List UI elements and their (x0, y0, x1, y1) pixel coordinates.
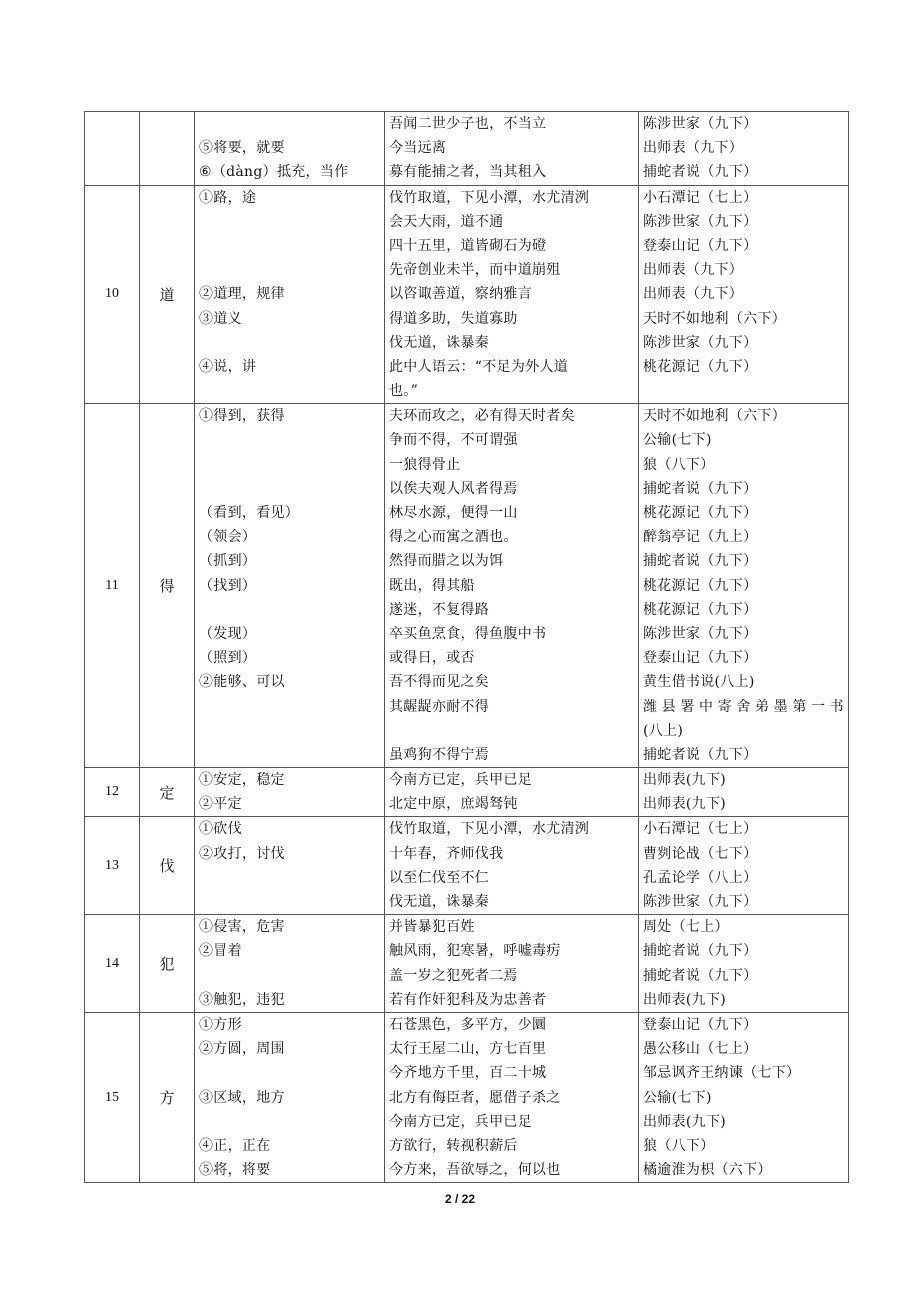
meaning-line: ③触犯，违犯 (199, 991, 285, 1008)
example-line: 盖一岁之犯死者二焉 (389, 967, 518, 984)
example-line: 争而不得，不可谓强 (389, 432, 518, 449)
meaning-line: ⑤将要，就要 (199, 140, 285, 157)
entry-character: 伐 (140, 817, 195, 915)
meaning-line (199, 477, 380, 501)
meaning-line: ②平定 (199, 796, 242, 813)
source-line: 潍县署中寄舍弟墨第一书 (643, 698, 844, 715)
source-line: 出师表(九下) (643, 991, 727, 1008)
meaning-line: ①砍伐 (199, 821, 242, 838)
meaning-line: ④正，正在 (199, 1137, 271, 1154)
meaning-cell (195, 915, 385, 1013)
source-line: 登泰山记（九下） (643, 1016, 758, 1033)
source-line: 捕蛇者说（九下） (643, 746, 758, 763)
source-line: 小石潭记（七上） (643, 189, 758, 206)
meaning-cell (195, 817, 385, 915)
entry-number: 11 (85, 404, 140, 768)
table-row (85, 768, 849, 817)
meaning-line: （领会） (199, 529, 257, 546)
entry-number: 13 (85, 817, 140, 915)
table-row (85, 112, 849, 186)
source-line: 捕蛇者说（九下） (643, 164, 758, 181)
example-line (389, 719, 634, 743)
source-line: 天时不如地利（六下） (643, 310, 786, 327)
example-line: 以俟夫观人风者得焉 (389, 480, 518, 497)
meaning-line: ②道理，规律 (199, 286, 285, 303)
example-line: 吾不得而见之矣 (389, 674, 490, 691)
source-line: 天时不如地利（六下） (643, 408, 786, 425)
entry-number: 10 (85, 185, 140, 404)
example-line: 北定中原，庶竭驽钝 (389, 796, 518, 813)
meaning-cell (195, 404, 385, 768)
example-line: 伐无道，诛暴秦 (389, 334, 490, 351)
meaning-line: （抓到） (199, 553, 257, 570)
meaning-line: ②方圆，周围 (199, 1041, 285, 1058)
source-line: 黄生借书说(八上) (643, 674, 755, 691)
entry-character (140, 112, 195, 186)
example-line: 伐竹取道，下见小潭，水尤清洌 (389, 821, 590, 838)
meaning-line: ①路，途 (199, 189, 257, 206)
example-line: 此中人语云：“不足为外人道 (389, 358, 569, 375)
meaning-line: （发现） (199, 625, 257, 642)
example-line: 若有作奸犯科及为忠善者 (389, 991, 547, 1008)
meaning-cell (195, 1012, 385, 1182)
example-line: 以至仁伐至不仁 (389, 869, 490, 886)
meaning-line (199, 379, 380, 403)
source-line: 出师表(九下) (643, 1113, 727, 1130)
example-cell (385, 112, 639, 186)
meaning-line (199, 598, 380, 622)
source-line: 桃花源记（九下） (643, 505, 758, 521)
example-line: 会天大雨，道不通 (389, 213, 504, 230)
source-line: 出师表(九下) (643, 796, 727, 813)
meaning-line: ①侵害，危害 (199, 919, 285, 936)
entry-character: 得 (140, 404, 195, 768)
meaning-line: ③道义 (199, 310, 242, 327)
example-line: 得之心而寓之酒也。 (389, 529, 518, 546)
source-line: 小石潭记（七上） (643, 821, 758, 838)
meaning-line: ⑥（dàng）抵充，当作 (199, 164, 349, 181)
source-line: 捕蛇者说（九下） (643, 943, 758, 960)
source-line: 出师表（九下） (643, 286, 744, 303)
source-cell (639, 1012, 849, 1182)
example-cell (385, 404, 639, 768)
example-line: 伐竹取道，下见小潭，水尤清洌 (389, 189, 590, 206)
meaning-line (199, 719, 380, 743)
source-line (643, 379, 844, 403)
source-line: 出师表（九下） (643, 262, 744, 279)
meaning-line (199, 866, 380, 890)
example-line: 太行王屋二山，方七百里 (389, 1041, 547, 1058)
meaning-line (199, 234, 380, 258)
example-line: 十年春，齐师伐我 (389, 845, 504, 862)
source-line: (八上) (643, 722, 684, 739)
example-line: 其龌龊亦耐不得 (389, 698, 490, 715)
meaning-line (199, 1061, 380, 1085)
example-line: 触风雨，犯寒暑，呼嘘毒疠 (389, 943, 561, 960)
meaning-line: ②冒着 (199, 943, 242, 960)
example-cell (385, 768, 639, 817)
source-line: 陈涉世家（九下） (643, 625, 758, 642)
example-line: 林尽水源，便得一山 (389, 505, 518, 521)
table-body (85, 112, 849, 1183)
source-line: 陈涉世家（九下） (643, 334, 758, 351)
meaning-cell (195, 185, 385, 404)
example-line: 卒买鱼烹食，得鱼腹中书 (389, 625, 547, 642)
entry-number: 14 (85, 915, 140, 1013)
meaning-line: ⑤将，将要 (199, 1162, 271, 1179)
source-cell (639, 817, 849, 915)
meaning-cell (195, 112, 385, 186)
example-line: 吾闻二世少子也，不当立 (389, 116, 547, 132)
source-cell (639, 768, 849, 817)
meaning-line (199, 112, 380, 136)
source-line: 邹忌讽齐王纳谏（七下） (643, 1065, 801, 1082)
source-cell (639, 185, 849, 404)
meaning-line (199, 890, 380, 914)
source-line: 桃花源记（九下） (643, 601, 758, 618)
example-line: 四十五里，道皆砌石为磴 (389, 237, 547, 254)
source-line: 公输(七下) (643, 432, 712, 449)
source-line: 捕蛇者说（九下） (643, 553, 758, 570)
table-row (85, 817, 849, 915)
source-line: 出师表(九下) (643, 772, 727, 789)
example-line: 既出，得其船 (389, 577, 475, 594)
source-line: 公输(七下) (643, 1089, 712, 1106)
example-line: 方欲行，转视积薪后 (389, 1137, 518, 1154)
source-line: 捕蛇者说（九下） (643, 967, 758, 984)
example-line: 伐无道，诛暴秦 (389, 894, 490, 910)
meaning-line: ①得到，获得 (199, 408, 285, 425)
source-line: 登泰山记（九下） (643, 650, 758, 667)
example-line: 今南方已定，兵甲已足 (389, 772, 532, 789)
example-line: 石苍黑色，多平方，少圜 (389, 1016, 547, 1033)
meaning-line: ②能够、可以 (199, 674, 285, 691)
example-cell (385, 1012, 639, 1182)
example-line: 夫环而攻之，必有得天时者矣 (389, 408, 575, 425)
source-line: 曹刿论战（七下） (643, 845, 758, 862)
table-row (85, 185, 849, 404)
source-line: 捕蛇者说（九下） (643, 480, 758, 497)
meaning-line (199, 695, 380, 719)
source-line: 陈涉世家（九下） (643, 894, 758, 910)
source-cell (639, 112, 849, 186)
example-line: 虽鸡狗不得宁焉 (389, 746, 490, 763)
example-line: 或得日，或否 (389, 650, 475, 667)
example-line: 今方来，吾欲辱之，何以也 (389, 1162, 561, 1179)
source-line: 狼（八下） (643, 456, 715, 473)
example-line: 募有能捕之者，当其租入 (389, 164, 547, 181)
table-row (85, 915, 849, 1013)
meaning-line: ④说，讲 (199, 358, 257, 375)
meaning-line: ③区域，地方 (199, 1089, 285, 1106)
vocabulary-table (84, 111, 849, 1183)
meaning-line: ①安定，稳定 (199, 772, 285, 789)
entry-character: 定 (140, 768, 195, 817)
source-line: 桃花源记（九下） (643, 358, 758, 375)
entry-character: 犯 (140, 915, 195, 1013)
table-row (85, 404, 849, 768)
source-line: 橘逾淮为枳（六下） (643, 1162, 772, 1179)
source-line: 醉翁亭记（九上） (643, 529, 758, 546)
example-line: 然得而腊之以为饵 (389, 553, 504, 570)
meaning-line: （照到） (199, 650, 257, 667)
page-number: 2 / 22 (444, 1192, 476, 1206)
table-row (85, 1012, 849, 1182)
example-cell (385, 915, 639, 1013)
meaning-line (199, 331, 380, 355)
source-line: 出师表（九下） (643, 140, 744, 157)
meaning-line: ①方形 (199, 1016, 242, 1033)
source-line: 狼（八下） (643, 1137, 715, 1154)
example-cell (385, 817, 639, 915)
meaning-line: ②攻打，讨伐 (199, 845, 285, 862)
source-line: 桃花源记（九下） (643, 577, 758, 594)
meaning-line (199, 258, 380, 282)
meaning-line: （看到，看见） (199, 505, 300, 521)
example-line: 得道多助，失道寡助 (389, 310, 518, 327)
source-line: 登泰山记（九下） (643, 237, 758, 254)
source-cell (639, 915, 849, 1013)
meaning-line (199, 743, 380, 767)
entry-number: 15 (85, 1012, 140, 1182)
source-line: 陈涉世家（九下） (643, 116, 758, 132)
meaning-line (199, 428, 380, 452)
source-line: 陈涉世家（九下） (643, 213, 758, 230)
example-line: 北方有侮臣者，愿借子杀之 (389, 1089, 561, 1106)
entry-number: 12 (85, 768, 140, 817)
source-line: 愚公移山（七上） (643, 1041, 758, 1058)
example-line: 遂迷，不复得路 (389, 601, 490, 618)
example-cell (385, 185, 639, 404)
example-line: 今齐地方千里，百二十城 (389, 1065, 547, 1082)
meaning-line: （找到） (199, 577, 257, 594)
example-line: 以咨诹善道，察纳雅言 (389, 286, 532, 303)
example-line: 也。” (389, 383, 419, 400)
entry-character: 方 (140, 1012, 195, 1182)
source-cell (639, 404, 849, 768)
example-line: 今南方已定，兵甲已足 (389, 1113, 532, 1130)
source-line: 周处（七上） (643, 919, 729, 936)
example-line: 并皆暴犯百姓 (389, 919, 475, 936)
meaning-cell (195, 768, 385, 817)
meaning-line (199, 964, 380, 988)
meaning-line (199, 453, 380, 477)
entry-character: 道 (140, 185, 195, 404)
source-line: 孔孟论学（八上） (643, 869, 758, 886)
entry-number (85, 112, 140, 186)
example-line: 先帝创业未半，而中道崩殂 (389, 262, 561, 279)
meaning-line (199, 1110, 380, 1134)
example-line: 今当远离 (389, 140, 447, 157)
example-line: 一狼得骨止 (389, 456, 461, 473)
meaning-line (199, 210, 380, 234)
